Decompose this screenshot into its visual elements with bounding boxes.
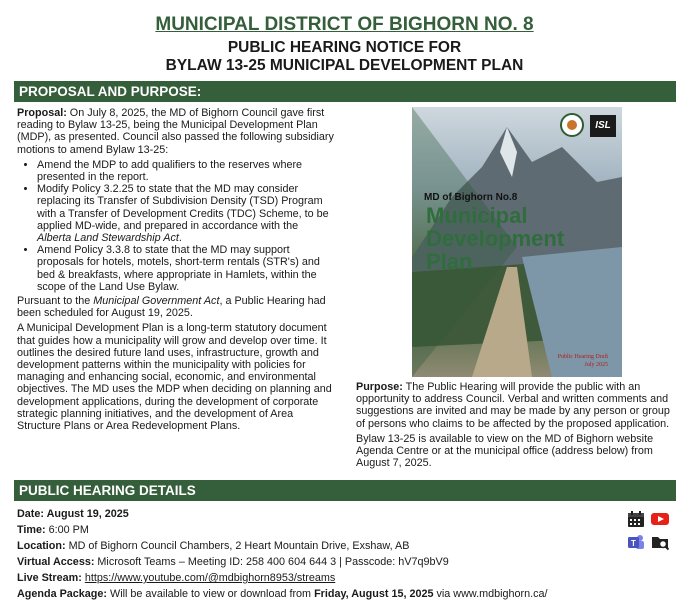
availability-paragraph: Bylaw 13-25 is available to view on the MD of Bighorn website Agenda Centre or at the municipal office (address below) from August 7, 2025. bbox=[356, 432, 654, 470]
hearing-details bbox=[17, 506, 548, 602]
date-row: Date: August 19, 2025 bbox=[17, 508, 129, 520]
proposal-column bbox=[17, 107, 335, 435]
mdp-description: A Municipal Development Plan is a long-term statutory document that guides how a municipality will grow and develop over time. It outlines the desired future land uses, infrastructure, growth and development patterns within the municipality with policies for managing and enhancing social, economic, and environmental objectives. The MD uses the MDP when deciding on planning and development applications, during the development of corporate strategic planning initiatives, and the development of Area Structure Plans or Area Redevelopment Plans. bbox=[17, 322, 332, 433]
list-item: • Amend Policy 3.3.8 to state that the MD may support proposals for hotels, motels, short-term rentals (STR's) and bed & breakfasts, where appropriate in Hamlets, within the scope of the Land Use Bylaw. bbox=[37, 244, 335, 293]
teams-icon[interactable] bbox=[627, 533, 645, 551]
purpose-column bbox=[356, 381, 678, 472]
youtube-icon[interactable] bbox=[651, 510, 669, 528]
pursuant-paragraph: Pursuant to the Municipal Government Act, a Public Hearing had been scheduled for August 19, 2025. bbox=[17, 295, 326, 320]
mdp-cover-image bbox=[412, 107, 622, 377]
list-item: • Amend the MDP to add qualifiers to the reserves where presented in the report. bbox=[37, 159, 335, 183]
subtitle-line2: BYLAW 13-25 MUNICIPAL DEVELOPMENT PLAN bbox=[165, 57, 524, 74]
purpose-paragraph: Purpose: The Public Hearing will provide the public with an opportunity to address Council. Verbal and written comments and suggestions are invited and may be made by any person or group of persons who claims to be affected by the proposed application. bbox=[356, 381, 670, 430]
svg-text:T: T bbox=[631, 539, 636, 548]
proposal-section-heading: PROPOSAL AND PURPOSE: bbox=[14, 81, 676, 102]
virtual-row: Virtual Access: Microsoft Teams – Meeting ID: 258 400 604 644 3 | Passcode: hV7q9bV9 bbox=[17, 556, 449, 568]
isl-logo: ISL bbox=[590, 115, 616, 137]
proposal-label: Proposal: bbox=[17, 107, 67, 119]
motions-list bbox=[17, 159, 335, 293]
subtitle-line1: PUBLIC HEARING NOTICE FOR bbox=[227, 39, 462, 56]
stream-link[interactable]: https://www.youtube.com/@mdbighorn8953/streams bbox=[84, 572, 336, 584]
time-row: Time: 6:00 PM bbox=[17, 524, 89, 536]
md-seal-icon bbox=[560, 113, 584, 137]
cover-draft-label: Public Hearing Draft July 2025 bbox=[557, 354, 608, 368]
proposal-text: On July 8, 2025, the MD of Bighorn Council gave first reading to Bylaw 13-25, being the Municipal Development Plan (MDP), as presented. Council also passed the following subsidiary motions to amend Bylaw 13-25: bbox=[17, 107, 334, 156]
page-title: MUNICIPAL DISTRICT OF BIGHORN NO. 8 bbox=[155, 14, 534, 35]
calendar-icon[interactable] bbox=[627, 510, 645, 528]
list-item: • Modify Policy 3.2.25 to state that the MD may consider replacing its Transfer of Subdivision Density (TSD) Program with a Transfer of Development Credits (TDC) Scheme, to be applied MD-wide, and prepared in accordance with the Alberta Land Stewardship Act. bbox=[37, 183, 335, 244]
folder-search-icon[interactable] bbox=[651, 533, 669, 551]
proposal-paragraph bbox=[17, 107, 335, 156]
details-section-heading: PUBLIC HEARING DETAILS bbox=[14, 480, 676, 501]
cover-org: MD of Bighorn No.8 bbox=[424, 192, 518, 203]
agenda-row: Agenda Package: Will be available to view or download from Friday, August 15, 2025 via www.mdbighorn.ca/ bbox=[17, 588, 548, 600]
stream-row: Live Stream: https://www.youtube.com/@mdbighorn8953/streams bbox=[17, 572, 336, 584]
cover-title: Municipal Development Plan bbox=[426, 203, 565, 274]
location-row: Location: MD of Bighorn Council Chambers, 2 Heart Mountain Drive, Exshaw, AB bbox=[17, 540, 410, 552]
